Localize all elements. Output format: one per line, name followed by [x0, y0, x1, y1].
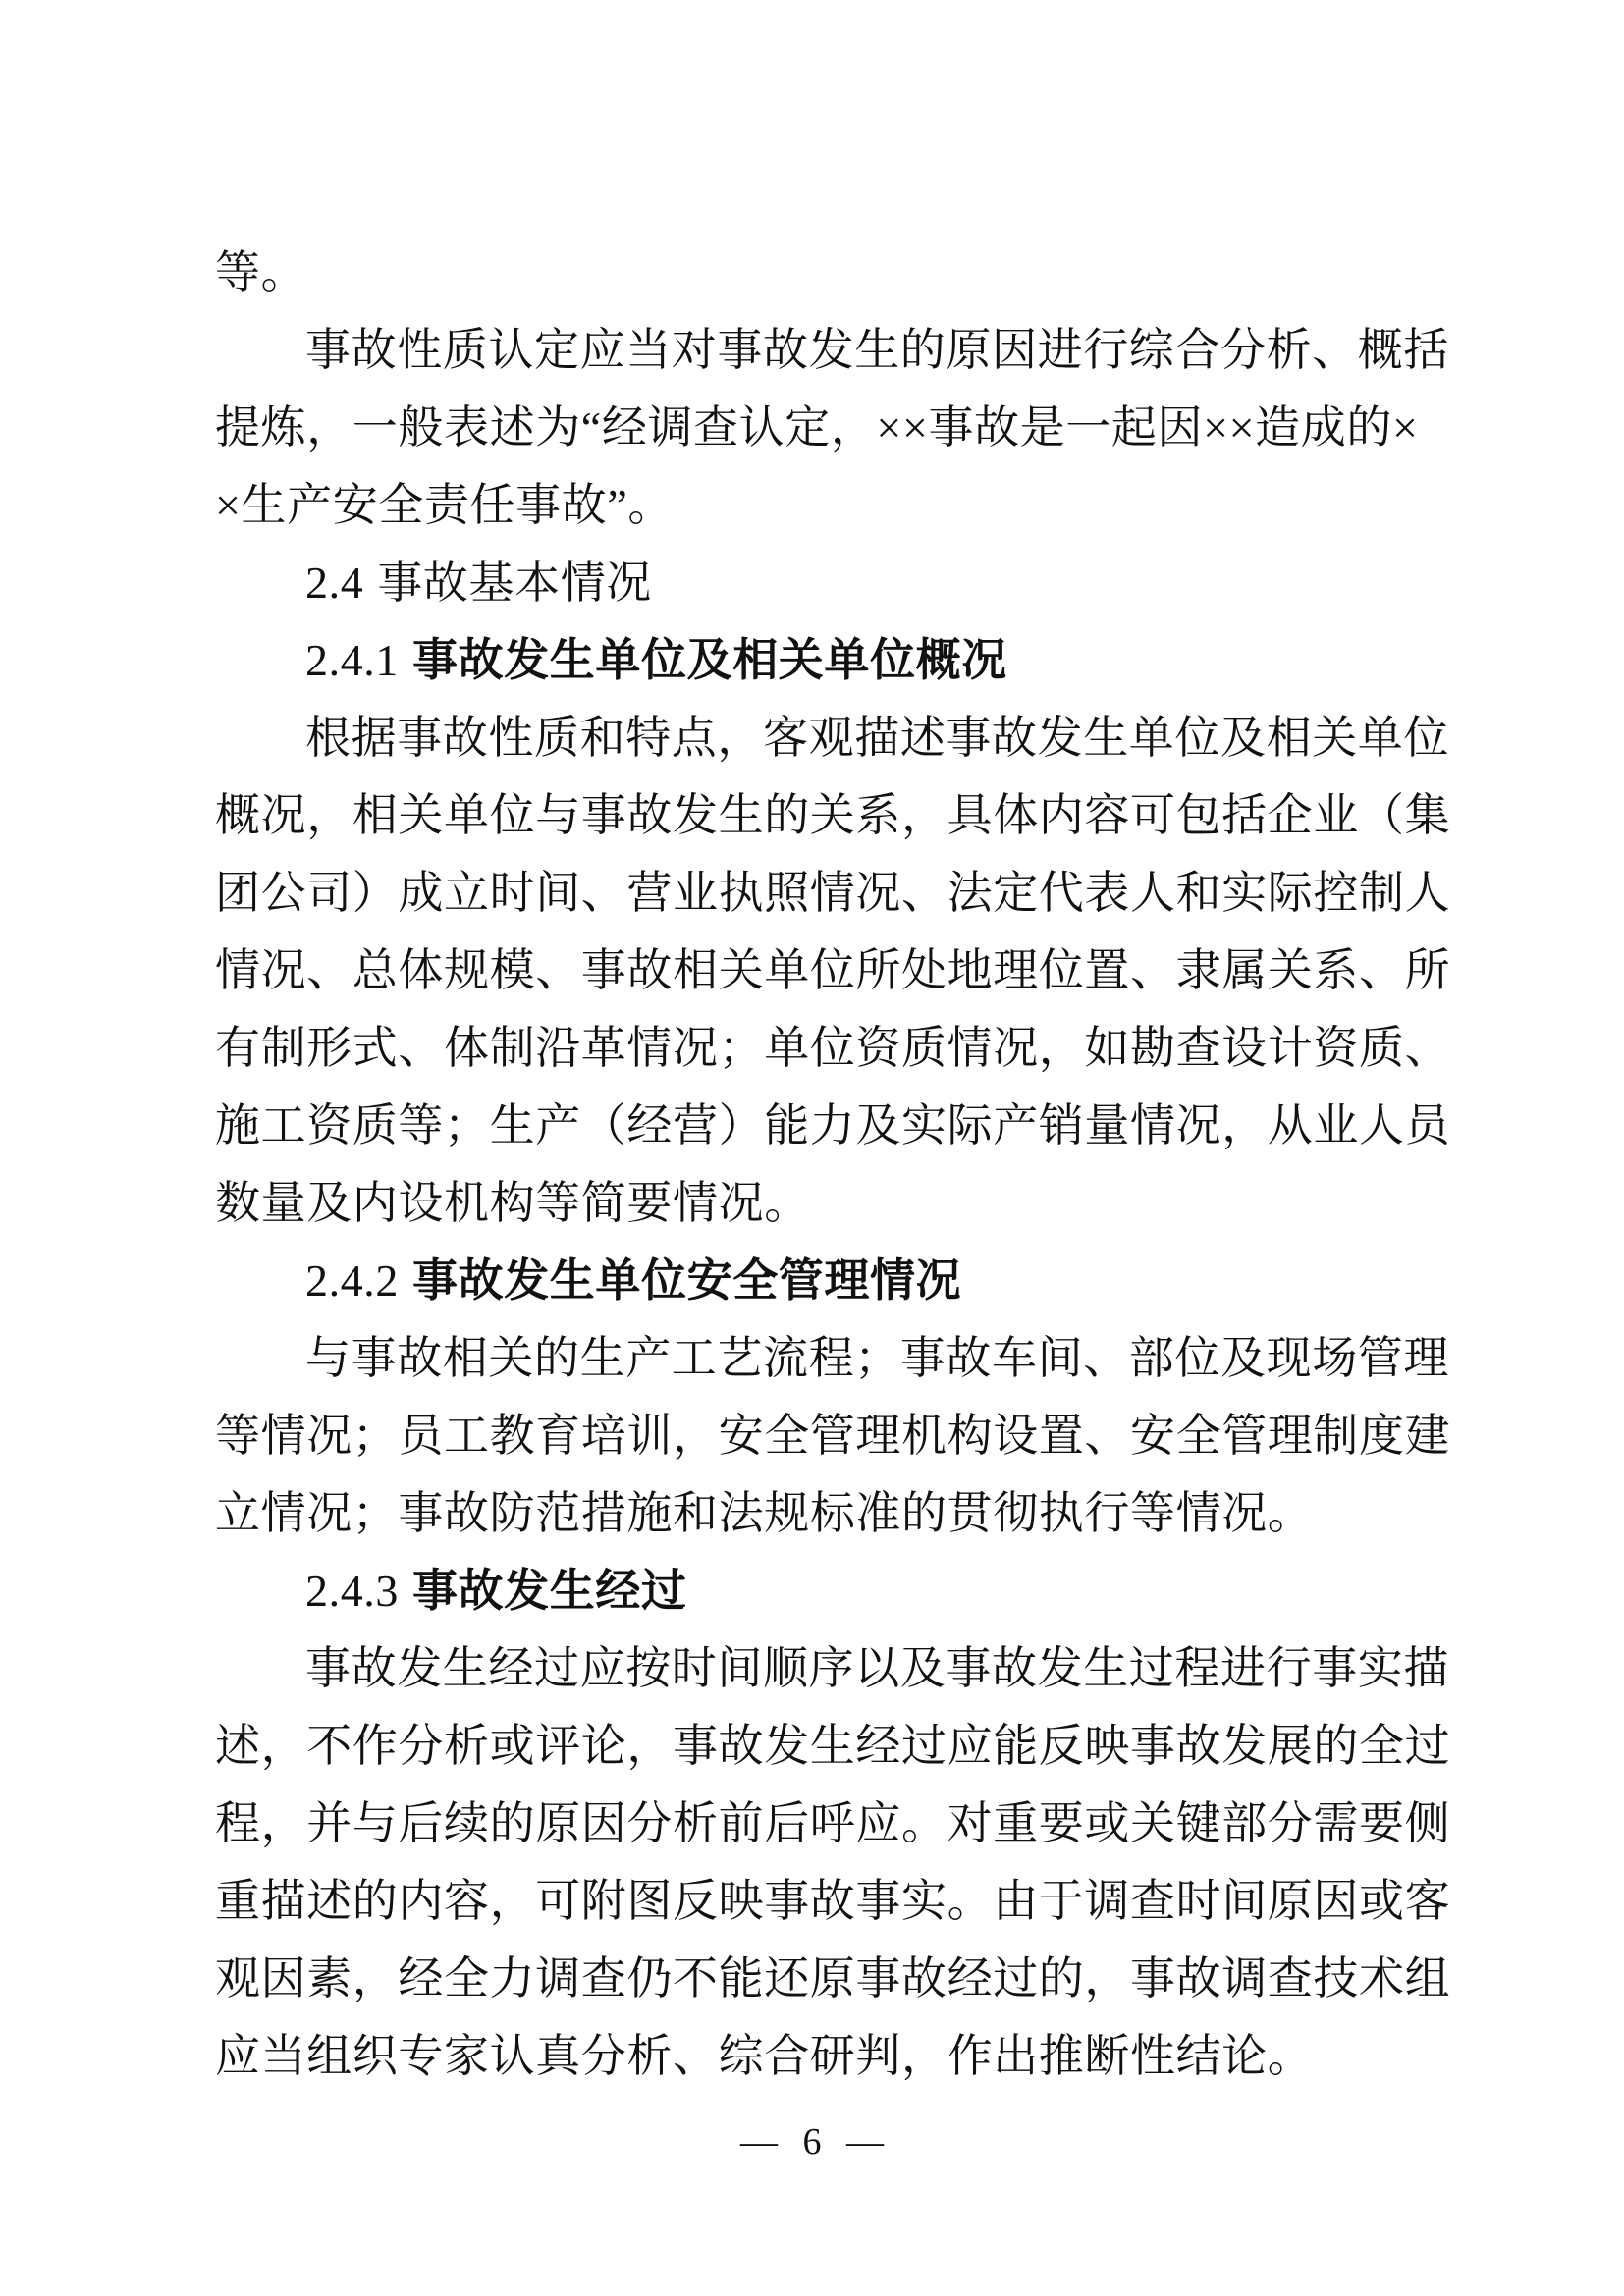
subsection-heading: [215, 621, 1406, 699]
body-line: 等。: [215, 247, 307, 297]
body-line: ×生产安全责任事故”。: [215, 480, 674, 530]
body-line: 情况、总体规模、事故相关单位所处地理位置、隶属关系、所: [215, 945, 1451, 995]
section-heading: [215, 544, 1406, 621]
body-line: 程，并与后续的原因分析前后呼应。对重要或关键部分需要侧: [215, 1798, 1451, 1848]
heading-text: 事故基本情况: [377, 558, 652, 608]
body-line: 数量及内设机构等简要情况。: [215, 1178, 810, 1228]
page-footer: [0, 2120, 1624, 2163]
page-number: — 6 —: [740, 2121, 884, 2163]
body-line: 团公司）成立时间、营业执照情况、法定代表人和实际控制人: [215, 868, 1451, 918]
subsection-heading: [215, 1242, 1406, 1319]
body-line: 立情况；事故防范措施和法规标准的贯彻执行等情况。: [215, 1488, 1314, 1538]
body-line: 述，不作分析或评论，事故发生经过应能反映事故发展的全过: [215, 1721, 1451, 1771]
heading-number: 2.4.3: [305, 1566, 399, 1616]
body-line: 提炼，一般表述为“经调查认定，××事故是一起因××造成的×: [215, 402, 1419, 453]
heading-number: 2.4.2: [305, 1255, 399, 1306]
body-line: 等情况；员工教育培训，安全管理机构设置、安全管理制度建: [215, 1411, 1451, 1461]
body-line: 应当组织专家认真分析、综合研判，作出推断性结论。: [215, 2031, 1314, 2081]
heading-number: 2.4.1: [305, 635, 399, 685]
body-line: 事故性质认定应当对事故发生的原因进行综合分析、概括: [305, 325, 1449, 375]
heading-number: 2.4: [305, 558, 364, 608]
body-line: 观因素，经全力调查仍不能还原事故经过的，事故调查技术组: [215, 1953, 1451, 2003]
document-content: [215, 234, 1451, 2095]
body-line: 有制形式、体制沿革情况；单位资质情况，如勘查设计资质、: [215, 1023, 1451, 1073]
body-line: 与事故相关的生产工艺流程；事故车间、部位及现场管理: [305, 1333, 1449, 1383]
subsection-heading: [215, 1552, 1406, 1629]
body-line: 概况，相关单位与事故发生的关系，具体内容可包括企业（集: [215, 790, 1451, 840]
body-line: 重描述的内容，可附图反映事故事实。由于调查时间原因或客: [215, 1876, 1451, 1926]
body-line: 根据事故性质和特点，客观描述事故发生单位及相关单位: [305, 713, 1449, 763]
heading-text: 事故发生经过: [412, 1565, 687, 1616]
body-line: 施工资质等；生产（经营）能力及实际产销量情况，从业人员: [215, 1100, 1451, 1150]
heading-text: 事故发生单位安全管理情况: [412, 1255, 962, 1306]
heading-text: 事故发生单位及相关单位概况: [412, 634, 1007, 685]
body-line: 事故发生经过应按时间顺序以及事故发生过程进行事实描: [305, 1643, 1449, 1693]
